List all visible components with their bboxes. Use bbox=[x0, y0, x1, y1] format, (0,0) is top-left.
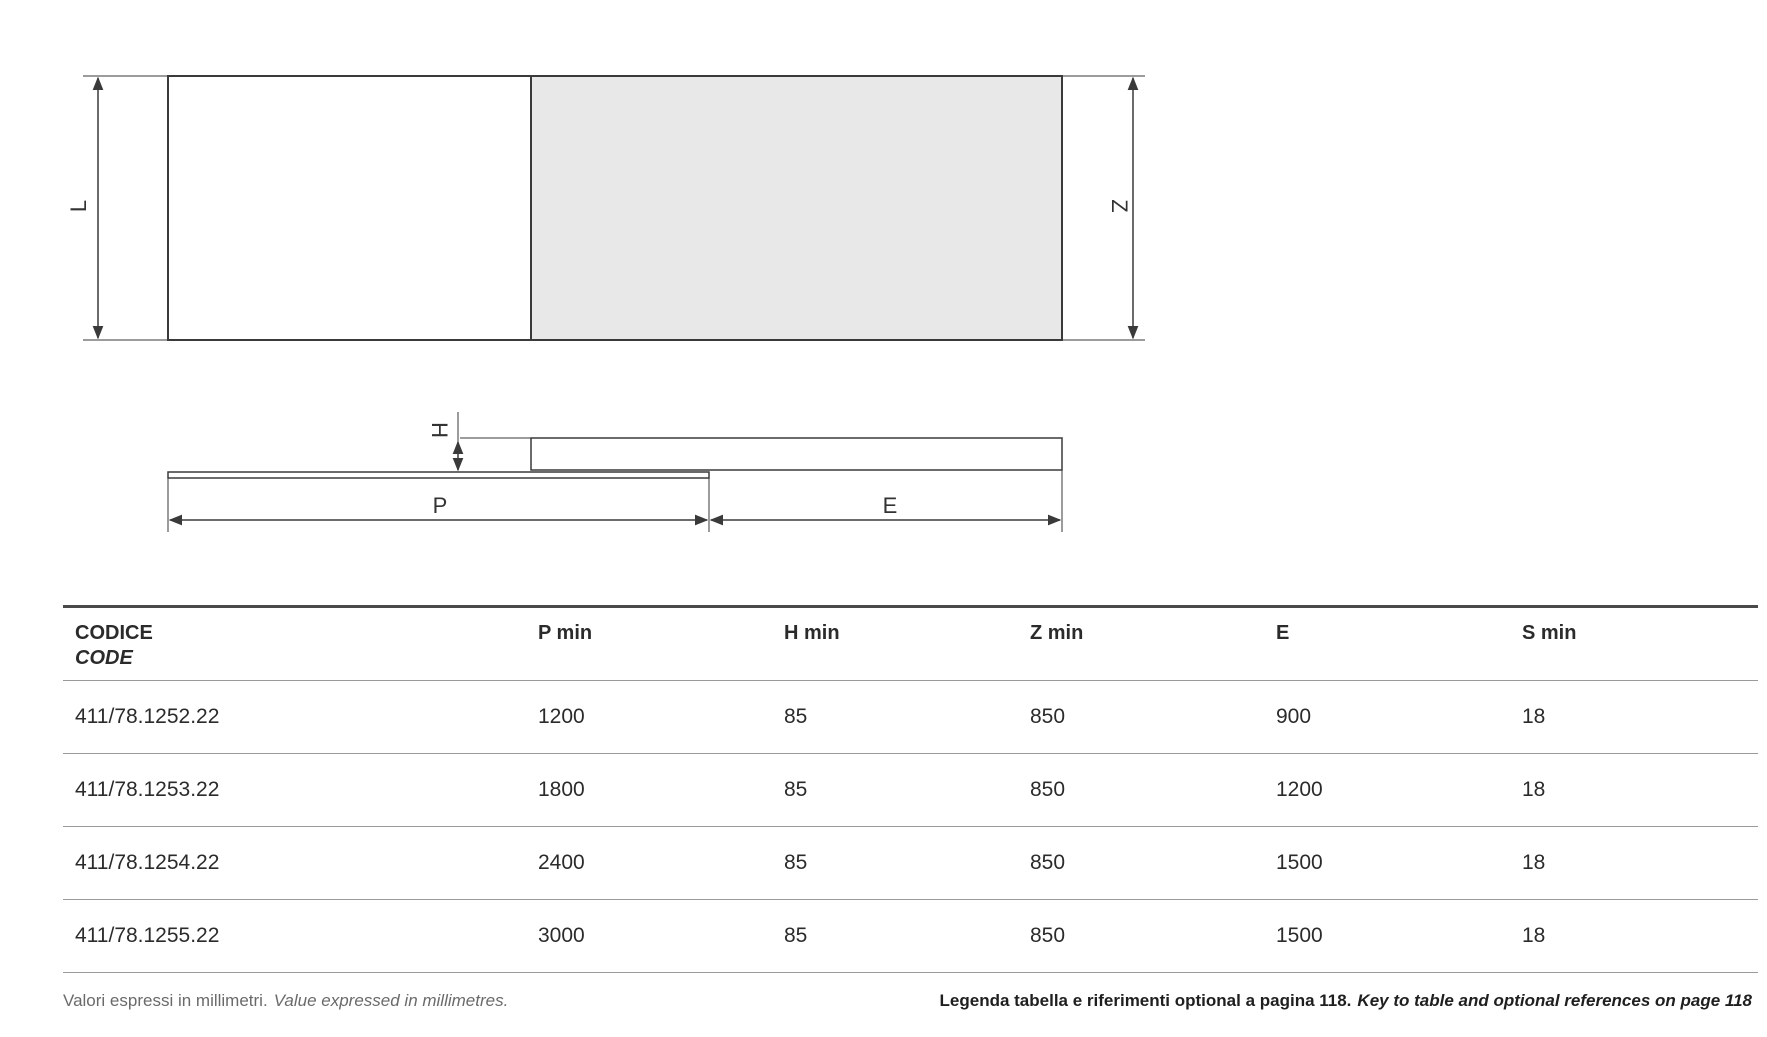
cell-code: 411/78.1255.22 bbox=[75, 924, 220, 947]
footer-units-note bbox=[63, 991, 508, 1011]
header-p-min: P min bbox=[538, 622, 593, 644]
header-e: E bbox=[1276, 622, 1290, 644]
header-code bbox=[63, 607, 526, 681]
cell-code: 411/78.1254.22 bbox=[75, 851, 220, 874]
cell-h-min: 85 bbox=[784, 705, 808, 728]
footer-legend-it: Legenda tabella e riferimenti optional a pagina 118. bbox=[939, 991, 1352, 1010]
top-view bbox=[83, 76, 1145, 340]
cell-z-min: 850 bbox=[1030, 924, 1066, 947]
upper-panel-rect bbox=[531, 438, 1062, 470]
header-code-en: CODE bbox=[75, 647, 133, 669]
header-s-min: S min bbox=[1522, 622, 1577, 644]
extended-panel-rect bbox=[531, 76, 1062, 340]
cell-s-min: 18 bbox=[1522, 778, 1546, 801]
header-h-min: H min bbox=[784, 622, 840, 644]
footer-legend-en: Key to table and optional references on page 118 bbox=[1357, 991, 1752, 1010]
cell-e: 1200 bbox=[1276, 778, 1323, 801]
side-view bbox=[168, 412, 1062, 532]
cell-code: 411/78.1252.22 bbox=[75, 705, 220, 728]
table-row bbox=[63, 681, 1758, 754]
dimension-P-label: P bbox=[432, 493, 448, 518]
table-row bbox=[63, 900, 1758, 973]
dimension-H-label: H bbox=[427, 422, 452, 438]
table-row bbox=[63, 827, 1758, 900]
cell-z-min: 850 bbox=[1030, 778, 1066, 801]
cell-s-min: 18 bbox=[1522, 851, 1546, 874]
header-code-it: CODICE bbox=[75, 622, 153, 644]
cell-s-min: 18 bbox=[1522, 705, 1546, 728]
cell-z-min: 850 bbox=[1030, 851, 1066, 874]
specification-table bbox=[63, 605, 1758, 973]
footer-units-en: Value expressed in millimetres. bbox=[273, 991, 509, 1010]
cell-p-min: 2400 bbox=[538, 851, 585, 874]
base-rail-rect bbox=[168, 472, 709, 478]
cell-h-min: 85 bbox=[784, 924, 808, 947]
table-row bbox=[63, 754, 1758, 827]
cell-code: 411/78.1253.22 bbox=[75, 778, 220, 801]
dimension-Z-label: Z bbox=[1107, 199, 1132, 213]
header-z-min: Z min bbox=[1030, 622, 1084, 644]
frame-rect bbox=[168, 76, 531, 340]
dimension-L-label: L bbox=[66, 199, 91, 213]
cell-p-min: 1200 bbox=[538, 705, 585, 728]
cell-h-min: 85 bbox=[784, 778, 808, 801]
cell-p-min: 3000 bbox=[538, 924, 585, 947]
cell-e: 900 bbox=[1276, 705, 1312, 728]
footer-legend-note bbox=[940, 991, 1752, 1011]
cell-s-min: 18 bbox=[1522, 924, 1546, 947]
cell-p-min: 1800 bbox=[538, 778, 585, 801]
cell-e: 1500 bbox=[1276, 851, 1323, 874]
cell-z-min: 850 bbox=[1030, 705, 1066, 728]
cell-h-min: 85 bbox=[784, 851, 808, 874]
dimension-E-label: E bbox=[882, 493, 898, 518]
cell-e: 1500 bbox=[1276, 924, 1323, 947]
table-header-row bbox=[63, 607, 1758, 681]
footer-units-it: Valori espressi in millimetri. bbox=[63, 991, 268, 1010]
